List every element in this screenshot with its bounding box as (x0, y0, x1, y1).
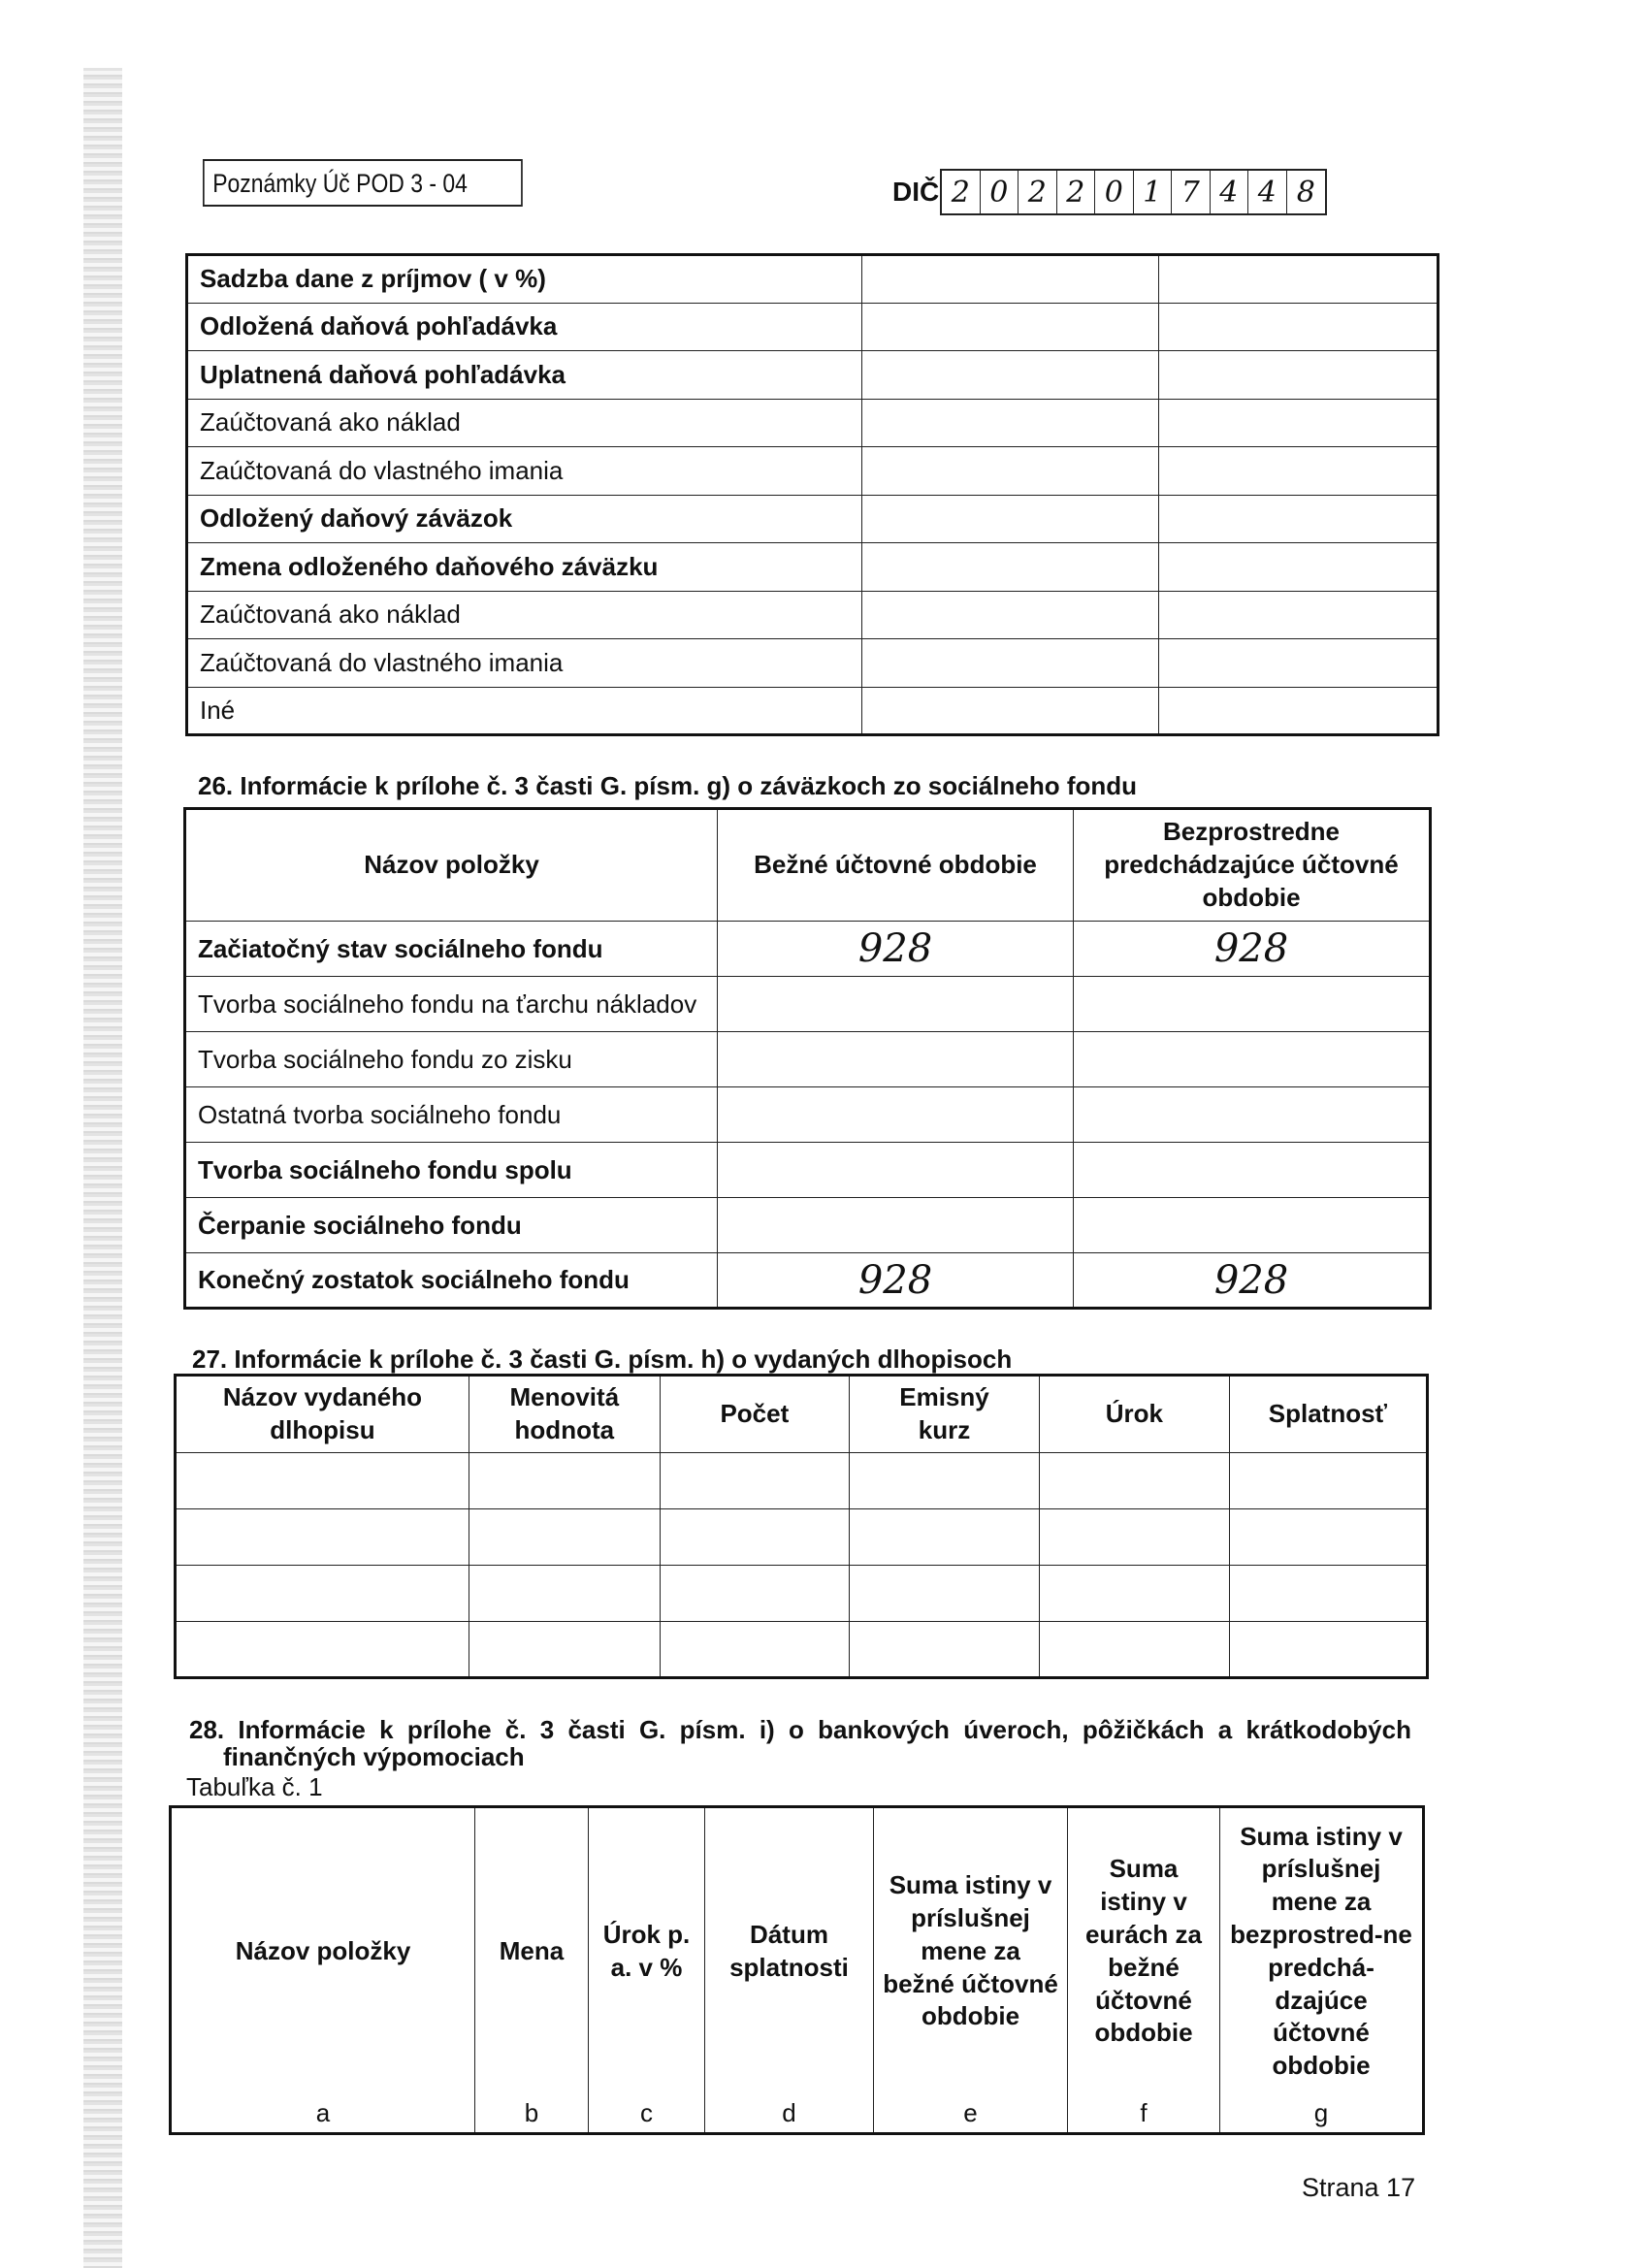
form-code-box: Poznámky Úč POD 3 - 04 (203, 159, 523, 207)
empty-cell[interactable] (176, 1453, 469, 1509)
value-cell[interactable] (862, 639, 1159, 688)
section-28-heading-line1: 28. Informácie k prílohe č. 3 časti G. písm. i) o bankových úveroch, pôžičkách a krátkodobých (189, 1715, 1411, 1744)
col-header: Emisný kurz (849, 1376, 1039, 1453)
col-header: Názov položky (171, 1807, 475, 2095)
empty-cell[interactable] (660, 1622, 849, 1678)
table-row (185, 1253, 1431, 1309)
col-header: Suma istiny v eurách za bežné účtovné obdobie (1068, 1807, 1220, 2095)
dic-digit: 1 (1134, 171, 1173, 213)
row-label: Uplatnená daňová pohľadávka (187, 351, 862, 400)
table-row (187, 255, 1439, 304)
col-header: Názov vydaného dlhopisu (176, 1376, 469, 1453)
section-26-heading: 26. Informácie k prílohe č. 3 časti G. písm. g) o záväzkoch zo sociálneho fondu (198, 771, 1138, 800)
dic-field (940, 169, 1327, 215)
empty-cell[interactable] (1040, 1453, 1230, 1509)
empty-cell[interactable] (660, 1453, 849, 1509)
value-cell[interactable] (1159, 639, 1439, 688)
empty-cell[interactable] (849, 1566, 1039, 1622)
col-header: Úrok p. a. v % (589, 1807, 705, 2095)
dic-digit: 7 (1172, 171, 1211, 213)
current-period-value[interactable] (718, 1032, 1074, 1087)
bonds-table (174, 1374, 1429, 1679)
value-cell[interactable] (1159, 399, 1439, 447)
empty-cell[interactable] (176, 1509, 469, 1566)
dic-digit: 8 (1296, 176, 1315, 210)
value-cell[interactable] (862, 399, 1159, 447)
value-cell[interactable] (862, 591, 1159, 639)
row-label: Čerpanie sociálneho fondu (185, 1198, 718, 1253)
row-label: Tvorba sociálneho fondu spolu (185, 1143, 718, 1198)
table-row (176, 1509, 1428, 1566)
row-label: Zmena odloženého daňového záväzku (187, 543, 862, 592)
empty-cell[interactable] (469, 1622, 660, 1678)
previous-period-value[interactable]: 928 (1074, 1253, 1431, 1309)
empty-cell[interactable] (849, 1453, 1039, 1509)
row-label: Tvorba sociálneho fondu zo zisku (185, 1032, 718, 1087)
value-cell[interactable] (1159, 255, 1439, 304)
col-header: Splatnosť (1229, 1376, 1427, 1453)
table-label: Tabuľka č. 1 (186, 1772, 323, 1801)
col-header: Suma istiny v príslušnej mene za bezprostred-ne predchá-dzajúce účtovné obdobie (1220, 1807, 1424, 2095)
table-row (187, 351, 1439, 400)
previous-period-value[interactable] (1074, 1032, 1431, 1087)
previous-period-value[interactable]: 928 (1074, 922, 1431, 977)
bank-loans-table (169, 1805, 1425, 2135)
current-period-value[interactable] (718, 1198, 1074, 1253)
empty-cell[interactable] (1040, 1566, 1230, 1622)
value-cell[interactable] (862, 255, 1159, 304)
row-label: Odložený daňový záväzok (187, 495, 862, 543)
table-row (187, 399, 1439, 447)
column-letter: b (475, 2095, 589, 2134)
value-cell[interactable] (1159, 687, 1439, 735)
empty-cell[interactable] (176, 1566, 469, 1622)
social-fund-table (183, 807, 1432, 1310)
col-header: Bežné účtovné obdobie (718, 809, 1074, 922)
value-cell[interactable] (1159, 447, 1439, 496)
col-header: Úrok (1040, 1376, 1230, 1453)
dic-digit: 4 (1211, 171, 1249, 213)
empty-cell[interactable] (1040, 1622, 1230, 1678)
empty-cell[interactable] (469, 1453, 660, 1509)
table-row (187, 639, 1439, 688)
value-cell[interactable] (862, 687, 1159, 735)
column-letter: e (874, 2095, 1068, 2134)
col-header: Mena (475, 1807, 589, 2095)
section-28-heading-line2: finančných výpomociach (223, 1742, 525, 1771)
row-label: Konečný zostatok sociálneho fondu (185, 1253, 718, 1309)
table-row (187, 591, 1439, 639)
dic-digit: 0 (981, 171, 1019, 213)
row-label: Zaúčtovaná ako náklad (187, 399, 862, 447)
column-letter: a (171, 2095, 475, 2134)
empty-cell[interactable] (469, 1509, 660, 1566)
column-letter: c (589, 2095, 705, 2134)
col-header: Počet (660, 1376, 849, 1453)
empty-cell[interactable] (176, 1622, 469, 1678)
value-cell[interactable] (862, 303, 1159, 351)
row-label: Začiatočný stav sociálneho fondu (185, 922, 718, 977)
table-row (185, 977, 1431, 1032)
scan-edge-artifact (83, 68, 122, 2268)
column-letter: f (1068, 2095, 1220, 2134)
row-label: Odložená daňová pohľadávka (187, 303, 862, 351)
col-header: Názov položky (185, 809, 718, 922)
previous-period-value[interactable] (1074, 1087, 1431, 1143)
value-cell[interactable] (1159, 495, 1439, 543)
dic-label: DIČ (892, 177, 940, 207)
table-row (185, 1087, 1431, 1143)
column-letter: g (1220, 2095, 1424, 2134)
table-row (185, 1143, 1431, 1198)
dic-digit: 4 (1248, 171, 1287, 213)
empty-cell[interactable] (1229, 1622, 1427, 1678)
dic-digit: 2 (942, 171, 981, 213)
table-row (185, 1032, 1431, 1087)
col-header: Bezprostredne predchádzajúce účtovné obdobie (1074, 809, 1431, 922)
table-row (185, 922, 1431, 977)
col-header: Menovitá hodnota (469, 1376, 660, 1453)
row-label: Ostatná tvorba sociálneho fondu (185, 1087, 718, 1143)
value-cell[interactable] (1159, 591, 1439, 639)
table-row (187, 543, 1439, 592)
row-label: Zaúčtovaná do vlastného imania (187, 639, 862, 688)
table-row (176, 1622, 1428, 1678)
row-label: Iné (187, 687, 862, 735)
previous-period-value[interactable] (1074, 1198, 1431, 1253)
current-period-value[interactable]: 928 (718, 922, 1074, 977)
empty-cell[interactable] (469, 1566, 660, 1622)
row-label: Zaúčtovaná do vlastného imania (187, 447, 862, 496)
dic-digit: 2 (1057, 171, 1096, 213)
table-row (185, 1198, 1431, 1253)
dic-digit: 0 (1095, 171, 1134, 213)
table-row (187, 495, 1439, 543)
empty-cell[interactable] (849, 1509, 1039, 1566)
value-cell[interactable] (862, 447, 1159, 496)
table-row (187, 687, 1439, 735)
column-letter: d (705, 2095, 874, 2134)
row-label: Sadzba dane z príjmov ( v %) (187, 255, 862, 304)
empty-cell[interactable] (1040, 1509, 1230, 1566)
row-label: Zaúčtovaná ako náklad (187, 591, 862, 639)
empty-cell[interactable] (1229, 1566, 1427, 1622)
deferred-tax-table (185, 253, 1439, 736)
value-cell[interactable] (862, 351, 1159, 400)
col-header: Suma istiny v príslušnej mene za bežné účtovné obdobie (874, 1807, 1068, 2095)
value-cell[interactable] (1159, 303, 1439, 351)
table-row (187, 447, 1439, 496)
empty-cell[interactable] (849, 1622, 1039, 1678)
value-cell[interactable] (1159, 351, 1439, 400)
empty-cell[interactable] (1229, 1509, 1427, 1566)
value-cell[interactable] (1159, 543, 1439, 592)
table-row (176, 1453, 1428, 1509)
value-cell[interactable] (862, 495, 1159, 543)
col-header: Dátum splatnosti (705, 1807, 874, 2095)
value-cell[interactable] (862, 543, 1159, 592)
current-period-value[interactable] (718, 977, 1074, 1032)
table-row (187, 303, 1439, 351)
current-period-value[interactable] (718, 1087, 1074, 1143)
current-period-value[interactable]: 928 (718, 1253, 1074, 1309)
dic-digit: 2 (1018, 171, 1057, 213)
empty-cell[interactable] (1229, 1453, 1427, 1509)
previous-period-value[interactable] (1074, 1143, 1431, 1198)
empty-cell[interactable] (660, 1566, 849, 1622)
page-number: Strana 17 (1302, 2173, 1416, 2202)
table-row (176, 1566, 1428, 1622)
row-label: Tvorba sociálneho fondu na ťarchu nákladov (185, 977, 718, 1032)
empty-cell[interactable] (660, 1509, 849, 1566)
previous-period-value[interactable] (1074, 977, 1431, 1032)
section-27-heading: 27. Informácie k prílohe č. 3 časti G. písm. h) o vydaných dlhopisoch (192, 1345, 1013, 1374)
current-period-value[interactable] (718, 1143, 1074, 1198)
